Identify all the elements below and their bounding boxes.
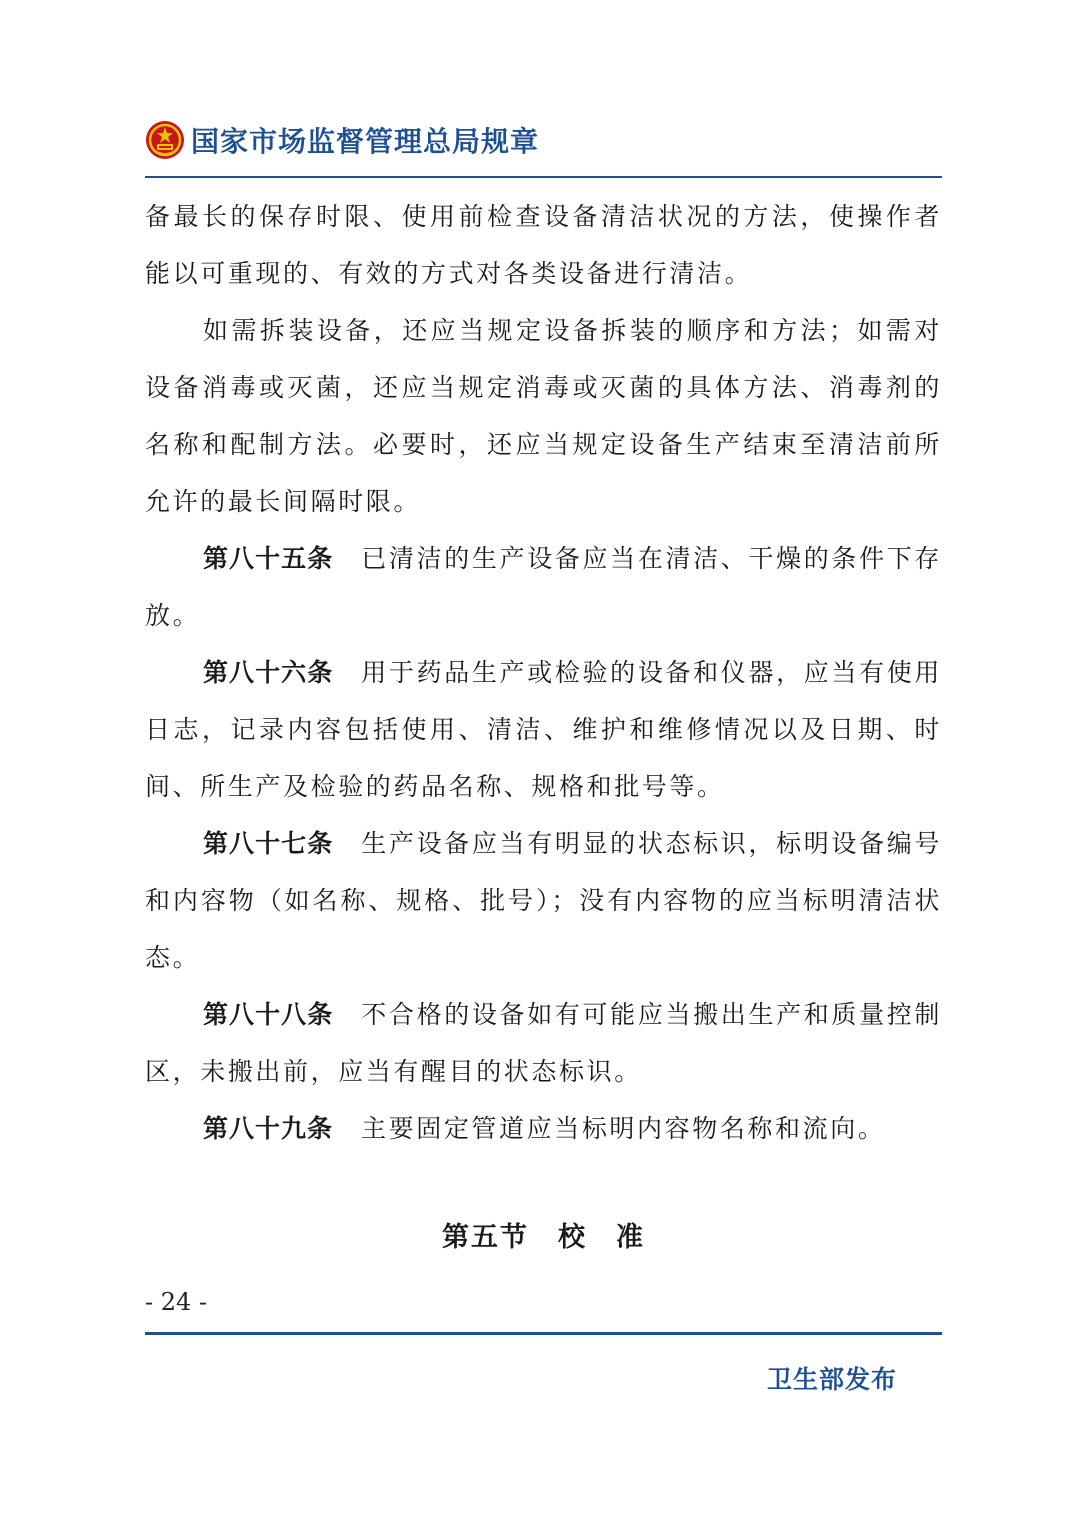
document-body [145,188,942,1157]
article-text: 主要固定管道应当标明内容物名称和流向。 [361,1114,886,1143]
header-title: 国家市场监督管理总局规章 [191,125,540,158]
footer-divider [145,1332,942,1335]
article-85 [145,530,942,644]
paragraph-text: 如需拆装设备，还应当规定设备拆装的顺序和方法；如需对设备消毒或灭菌，还应当规定消毒或灭菌的具体方法、消毒剂的名称和配制方法。必要时，还应当规定设备生产结束至清洁前所允许的最长间隔时限。 [145,316,942,516]
paragraph-1 [145,188,942,302]
article-number: 第八十八条 [203,1000,334,1029]
header-divider [145,176,942,178]
article-number: 第八十六条 [203,658,334,687]
article-86 [145,644,942,815]
article-number: 第八十七条 [203,829,334,858]
article-text: 生产设备应当有明显的状态标识，标明设备编号和内容物（如名称、规格、批号）；没有内容物的应当标明清洁状态。 [145,829,942,972]
article-88 [145,986,942,1100]
article-89 [145,1100,942,1157]
article-number: 第八十九条 [203,1114,334,1143]
article-number: 第八十五条 [203,544,334,573]
article-text: 用于药品生产或检验的设备和仪器，应当有使用日志，记录内容包括使用、清洁、维护和维修情况以及日期、时间、所生产及检验的药品名称、规格和批号等。 [145,658,942,801]
page-number: - 24 - [145,1288,208,1316]
article-text: 已清洁的生产设备应当在清洁、干燥的条件下存放。 [145,544,942,630]
national-emblem-icon [145,120,185,160]
page-header [145,112,942,168]
article-text: 不合格的设备如有可能应当搬出生产和质量控制区，未搬出前，应当有醒目的状态标识。 [145,1000,942,1086]
article-87 [145,815,942,986]
section-heading: 第五节 校 准 [442,1222,645,1253]
paragraph-text: 备最长的保存时限、使用前检查设备清洁状况的方法，使操作者能以可重现的、有效的方式对各类设备进行清洁。 [145,202,942,288]
publisher-label: 卫生部发布 [766,1365,897,1394]
paragraph-2 [145,302,942,530]
